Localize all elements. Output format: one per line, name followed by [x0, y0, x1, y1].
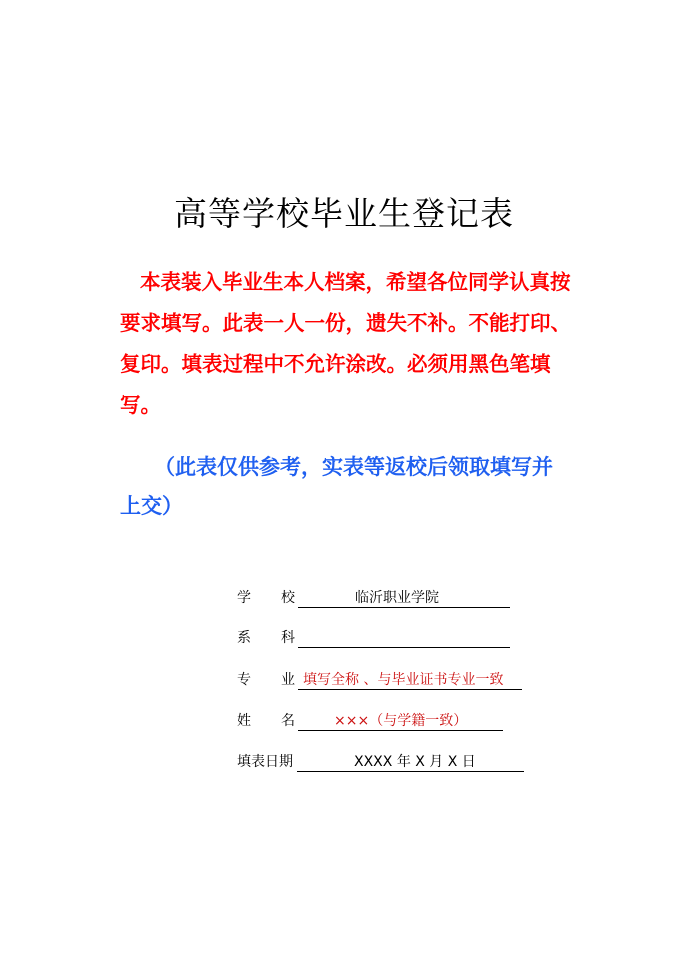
- name-label: [237, 711, 297, 731]
- major-value: 填写全称 、与毕业证书专业一致: [303, 672, 504, 688]
- department-label: [237, 628, 297, 648]
- department-label-char-2: 科: [281, 630, 295, 646]
- major-label-char-1: 专: [237, 672, 251, 688]
- document-title: 高等学校毕业生登记表: [174, 194, 514, 233]
- department-label-char-1: 系: [237, 630, 251, 646]
- name-label-char-1: 姓: [237, 713, 251, 729]
- school-label-char-2: 校: [281, 590, 295, 606]
- date-value: XXXX 年 X 月 X 日: [354, 754, 476, 770]
- department-underline[interactable]: [298, 628, 510, 648]
- major-label-char-2: 业: [281, 672, 295, 688]
- school-label-char-1: 学: [237, 590, 251, 606]
- name-value: ×××（与学籍一致）: [334, 713, 468, 729]
- name-label-char-2: 名: [281, 713, 295, 729]
- major-label: [237, 670, 297, 690]
- notice-paragraph: 本表装入毕业生本人档案，希望各位同学认真按要求填写。此表一人一份，遗失不补。不能打印、复印。填表过程中不允许涂改。必须用黑色笔填写。: [120, 270, 571, 417]
- reference-note: （此表仅供参考，实表等返校后领取填写并上交）: [120, 455, 553, 518]
- school-value: 临沂职业学院: [355, 590, 439, 606]
- school-label: [237, 588, 297, 608]
- date-label: 填表日期: [237, 754, 293, 770]
